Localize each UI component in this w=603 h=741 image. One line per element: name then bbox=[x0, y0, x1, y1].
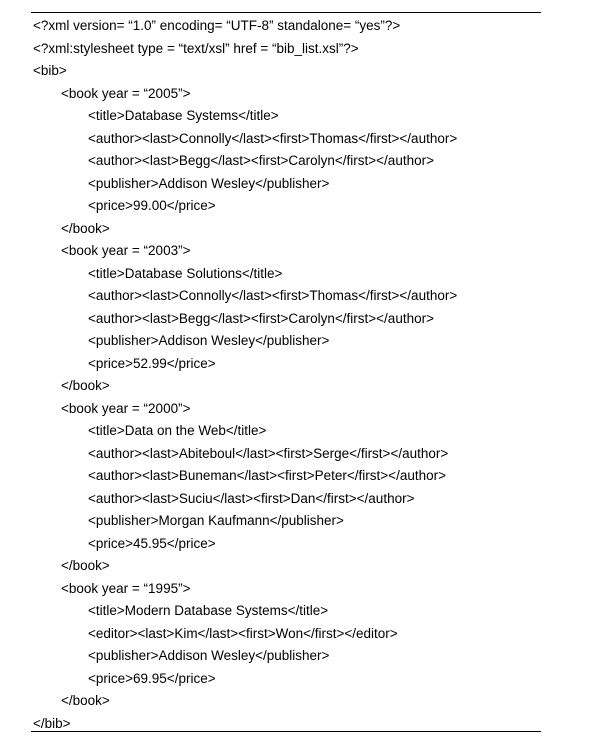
xml-line: <?xml version= “1.0” encoding= “UTF-8” standalone= “yes”?> bbox=[33, 18, 401, 33]
xml-line: </book> bbox=[61, 693, 110, 708]
xml-line: <publisher>Addison Wesley</publisher> bbox=[88, 648, 330, 663]
xml-line: <title>Database Solutions</title> bbox=[88, 265, 283, 281]
xml-listing bbox=[31, 12, 541, 732]
xml-line: <author><last>Connolly</last><first>Thomas</first></author> bbox=[88, 288, 458, 303]
xml-line: </book> bbox=[61, 220, 110, 236]
xml-line: </book> bbox=[61, 558, 110, 573]
xml-line: <author><last>Suciu</last><first>Dan</first></author> bbox=[88, 490, 415, 506]
xml-line: <publisher>Addison Wesley</publisher> bbox=[88, 333, 330, 348]
xml-line: <author><last>Connolly</last><first>Thomas</first></author> bbox=[88, 130, 458, 146]
xml-line: </book> bbox=[61, 378, 110, 393]
xml-line: <book year = “2003”> bbox=[61, 243, 191, 258]
xml-line: <price>99.00</price> bbox=[88, 198, 216, 213]
xml-line: <price>45.95</price> bbox=[88, 535, 216, 551]
xml-line: <author><last>Begg</last><first>Carolyn</first></author> bbox=[88, 310, 434, 326]
xml-line: <?xml:stylesheet type = “text/xsl” href = “bib_list.xsl”?> bbox=[33, 40, 359, 56]
xml-line: <bib> bbox=[33, 63, 67, 78]
xml-line: <author><last>Begg</last><first>Carolyn</first></author> bbox=[88, 153, 434, 168]
xml-line: <title>Data on the Web</title> bbox=[88, 423, 267, 438]
xml-line: <book year = “1995”> bbox=[61, 580, 191, 596]
xml-line: <book year = “2000”> bbox=[61, 400, 191, 416]
xml-line: <author><last>Abiteboul</last><first>Serge</first></author> bbox=[88, 445, 449, 461]
xml-line: <price>69.95</price> bbox=[88, 670, 216, 686]
xml-line: <editor><last>Kim</last><first>Won</first></editor> bbox=[88, 625, 398, 641]
xml-line: <publisher>Morgan Kaufmann</publisher> bbox=[88, 513, 344, 528]
xml-line: <title>Modern Database Systems</title> bbox=[88, 603, 329, 618]
xml-line: </bib> bbox=[33, 715, 71, 731]
xml-line: <title>Database Systems</title> bbox=[88, 108, 279, 123]
xml-line: <author><last>Buneman</last><first>Peter</first></author> bbox=[88, 468, 446, 483]
xml-line: <book year = “2005”> bbox=[61, 85, 191, 101]
xml-line: <price>52.99</price> bbox=[88, 355, 216, 371]
xml-line: <publisher>Addison Wesley</publisher> bbox=[88, 175, 330, 191]
